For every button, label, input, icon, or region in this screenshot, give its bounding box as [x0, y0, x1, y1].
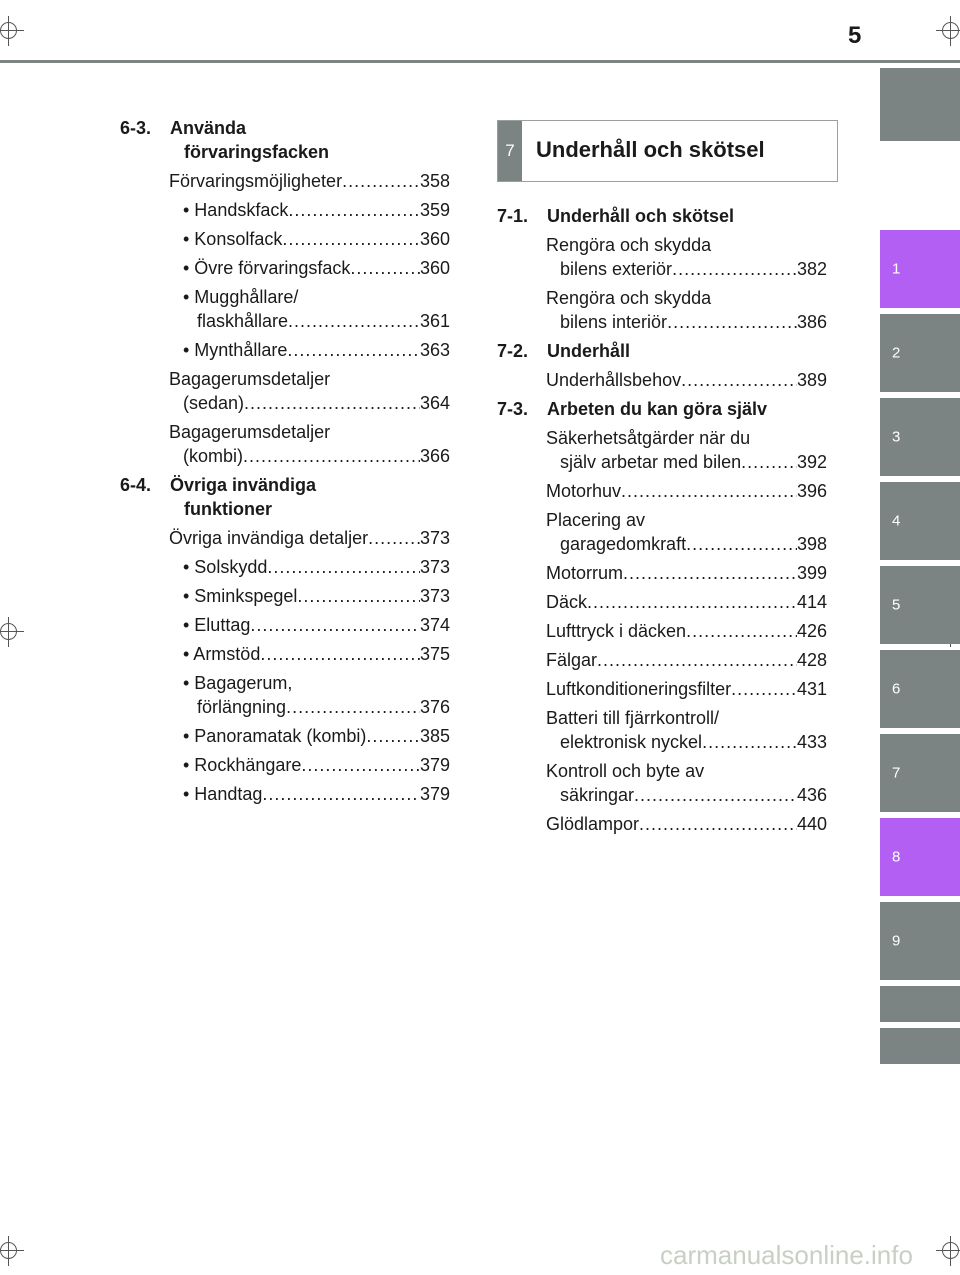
page-ref: 385 — [419, 726, 450, 746]
chapter-tab-9[interactable] — [880, 902, 960, 980]
section-number: 7-2. — [497, 341, 529, 361]
toc-entry[interactable]: Bagagerumsdetaljer (kombi) ..... 366 — [169, 420, 450, 468]
page-ref: 376 — [419, 697, 450, 717]
section-title: Övriga invändiga — [170, 475, 317, 495]
chapter-tab-label: 1 — [892, 260, 901, 278]
toc-entry[interactable]: • Solskydd ..... 373 — [183, 555, 450, 579]
chapter-header[interactable] — [497, 120, 838, 182]
toc-entry[interactable]: Motorhuv ..... 396 — [546, 479, 827, 503]
chapter-tab-blank-3[interactable] — [880, 1028, 960, 1064]
dot-leader — [587, 590, 797, 614]
dot-leader — [282, 227, 420, 251]
toc-section-7-1[interactable] — [497, 204, 827, 228]
toc-entry[interactable]: • Konsolfack ..... 360 — [183, 227, 450, 251]
dot-leader — [702, 730, 797, 754]
page-ref: 373 — [419, 528, 450, 548]
toc-entry[interactable]: Underhållsbehov ..... 389 — [546, 368, 827, 392]
header-rule — [0, 60, 960, 63]
dot-leader — [301, 753, 420, 777]
dot-leader — [368, 526, 420, 550]
page-ref: 363 — [419, 340, 450, 360]
section-number: 7-3. — [497, 399, 529, 419]
page-ref: 436 — [796, 785, 827, 805]
section-title: Underhåll och skötsel — [547, 206, 735, 226]
page-ref: 440 — [796, 814, 827, 834]
page-ref: 414 — [796, 592, 827, 612]
chapter-title: Underhåll och skötsel — [536, 137, 765, 162]
page-ref: 396 — [796, 481, 827, 501]
toc-left-column — [120, 116, 450, 811]
section-title-cont: förvaringsfacken — [184, 142, 330, 162]
page-ref: 374 — [419, 615, 450, 635]
chapter-tab-7[interactable] — [880, 734, 960, 812]
page-ref: 373 — [419, 586, 450, 606]
toc-entry[interactable]: Övriga invändiga detaljer ..... 373 — [169, 526, 450, 550]
dot-leader — [597, 648, 797, 672]
toc-entry[interactable]: Motorrum ..... 399 — [546, 561, 827, 585]
crop-mark-bottom-right — [936, 1236, 960, 1266]
section-title: Arbeten du kan göra själv — [547, 399, 768, 419]
dot-leader — [681, 368, 797, 392]
page-ref: 358 — [419, 171, 450, 191]
dot-leader — [286, 695, 420, 719]
page-ref: 366 — [419, 446, 450, 466]
dot-leader — [621, 479, 797, 503]
crop-mark-mid-left — [0, 617, 24, 647]
toc-entry[interactable]: • Bagagerum, förlängning ..... 376 — [183, 671, 450, 719]
crop-mark-top-right — [936, 16, 960, 46]
dot-leader — [260, 642, 420, 666]
toc-entry[interactable]: • Handtag ..... 379 — [183, 782, 450, 806]
chapter-tab-label: 9 — [892, 932, 901, 950]
dot-leader — [244, 391, 420, 415]
page-ref: 386 — [796, 312, 827, 332]
section-number: 7-1. — [497, 206, 529, 226]
page-ref: 364 — [419, 393, 450, 413]
page-ref: 360 — [419, 229, 450, 249]
dot-leader — [243, 444, 420, 468]
chapter-tab-label: 8 — [892, 848, 901, 866]
chapter-tab-5[interactable] — [880, 566, 960, 644]
toc-entry[interactable]: • Sminkspegel ..... 373 — [183, 584, 450, 608]
toc-entry[interactable]: Däck ..... 414 — [546, 590, 827, 614]
chapter-tab-label: 5 — [892, 596, 901, 614]
toc-section-6-4[interactable] — [120, 473, 450, 521]
chapter-tab-label: 2 — [892, 344, 901, 362]
page-ref: 431 — [796, 679, 827, 699]
dot-leader — [350, 256, 420, 280]
toc-entry[interactable]: Säkerhetsåtgärder när du själv arbetar med bilen ..... 392 — [546, 426, 827, 474]
dot-leader — [623, 561, 797, 585]
toc-entry[interactable]: Rengöra och skydda bilens interiör ..... 386 — [546, 286, 827, 334]
toc-entry[interactable]: Luftkonditioneringsfilter ..... 431 — [546, 677, 827, 701]
toc-entry[interactable]: Rengöra och skydda bilens exteriör ..... 382 — [546, 233, 827, 281]
toc-entry[interactable]: • Handskfack ..... 359 — [183, 198, 450, 222]
chapter-tab-4[interactable] — [880, 482, 960, 560]
dot-leader — [287, 338, 420, 362]
section-number: 6-3. — [120, 118, 152, 138]
chapter-tab-2[interactable] — [880, 314, 960, 392]
chapter-tab-6[interactable] — [880, 650, 960, 728]
section-title: Använda — [170, 118, 247, 138]
chapter-tab-label: 3 — [892, 428, 901, 446]
dot-leader — [267, 555, 420, 579]
dot-leader — [667, 310, 797, 334]
chapter-number: 7 — [498, 121, 522, 181]
page-ref: 398 — [796, 534, 827, 554]
page-ref: 428 — [796, 650, 827, 670]
dot-leader — [686, 619, 797, 643]
chapter-tab-label: 7 — [892, 764, 901, 782]
chapter-tab-blank[interactable] — [880, 68, 960, 141]
page-ref: 360 — [419, 258, 450, 278]
chapter-tab-blank-2[interactable] — [880, 986, 960, 1022]
dot-leader — [741, 450, 797, 474]
chapter-tab-label: 4 — [892, 512, 901, 530]
page-ref: 375 — [419, 644, 450, 664]
toc-entry[interactable]: • Mugghållare/ flaskhållare ..... 361 — [183, 285, 450, 333]
chapter-tab-1[interactable] — [880, 230, 960, 308]
page-ref: 382 — [796, 259, 827, 279]
page-number: 5 — [848, 22, 862, 49]
section-title: Underhåll — [547, 341, 631, 361]
dot-leader — [686, 532, 797, 556]
dot-leader — [342, 169, 420, 193]
page-ref: 426 — [796, 621, 827, 641]
dot-leader — [634, 783, 797, 807]
dot-leader — [262, 782, 420, 806]
watermark: carmanualsonline.info — [660, 1240, 913, 1270]
toc-entry[interactable]: Förvaringsmöjligheter ..... 358 — [169, 169, 450, 193]
toc-entry[interactable]: Lufttryck i däcken ..... 426 — [546, 619, 827, 643]
page-ref: 433 — [796, 732, 827, 752]
dot-leader — [297, 584, 420, 608]
page-ref: 379 — [419, 784, 450, 804]
toc-entry[interactable]: Kontroll och byte av säkringar ..... 436 — [546, 759, 827, 807]
toc-entry[interactable]: Placering av garagedomkraft ..... 398 — [546, 508, 827, 556]
dot-leader — [672, 257, 797, 281]
page-ref: 389 — [796, 370, 827, 390]
toc-entry[interactable]: Bagagerumsdetaljer (sedan) ..... 364 — [169, 367, 450, 415]
dot-leader — [731, 677, 797, 701]
toc-entry[interactable]: • Armstöd ..... 375 — [183, 642, 450, 666]
toc-entry[interactable]: • Eluttag ..... 374 — [183, 613, 450, 637]
page-ref: 379 — [419, 755, 450, 775]
dot-leader — [250, 613, 420, 637]
toc-entry[interactable]: Glödlampor ..... 440 — [546, 812, 827, 836]
section-number: 6-4. — [120, 475, 152, 495]
toc-entry[interactable]: Batteri till fjärrkontroll/ elektronisk nyckel ..... 433 — [546, 706, 827, 754]
page-ref: 392 — [796, 452, 827, 472]
dot-leader — [639, 812, 797, 836]
toc-section-7-2[interactable] — [497, 339, 827, 363]
page-ref: 361 — [419, 311, 450, 331]
page-ref: 359 — [419, 200, 450, 220]
chapter-tab-label: 6 — [892, 680, 901, 698]
crop-mark-bottom-left — [0, 1236, 24, 1266]
chapter-tab-3[interactable] — [880, 398, 960, 476]
toc-entry[interactable]: • Övre förvaringsfack ..... 360 — [183, 256, 450, 280]
toc-section-7-3[interactable] — [497, 397, 827, 421]
page-ref: 373 — [419, 557, 450, 577]
toc-entry[interactable]: • Rockhängare ..... 379 — [183, 753, 450, 777]
crop-mark-top-left — [0, 16, 24, 46]
toc-section-6-3[interactable] — [120, 116, 450, 164]
chapter-tab-8[interactable] — [880, 818, 960, 896]
dot-leader — [366, 724, 420, 748]
dot-leader — [288, 198, 420, 222]
section-title-cont: funktioner — [184, 499, 272, 519]
toc-entry[interactable]: • Mynthållare ..... 363 — [183, 338, 450, 362]
toc-right-column — [497, 204, 827, 841]
toc-entry[interactable]: • Panoramatak (kombi) ..... 385 — [183, 724, 450, 748]
toc-entry[interactable]: Fälgar ..... 428 — [546, 648, 827, 672]
page-ref: 399 — [796, 563, 827, 583]
dot-leader — [288, 309, 420, 333]
